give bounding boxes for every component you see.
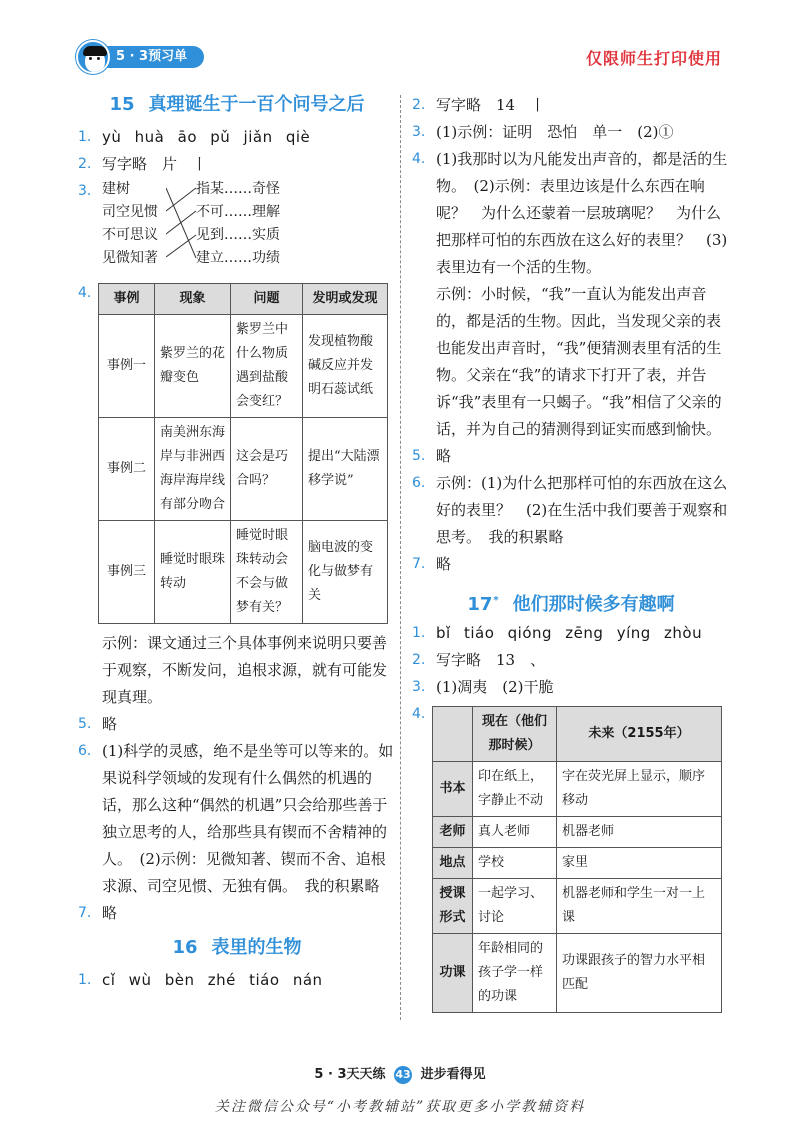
match-left-2: 不可思议 bbox=[102, 227, 158, 243]
s17-item-1: 1. bǐ tiáo qióng zēng yíng zhòu bbox=[412, 624, 703, 642]
footer-series: 5 · 3天天练 bbox=[314, 1067, 386, 1082]
table-row: 授课形式 一起学习、讨论 机器老师和学生一对一上课 bbox=[433, 879, 722, 934]
match-right-1: 不可……理解 bbox=[196, 204, 280, 220]
table-row: 老师 真人老师 机器老师 bbox=[433, 817, 722, 848]
match-left-3: 见微知著 bbox=[102, 250, 158, 266]
table-row: 事例一 紫罗兰的花瓣变色 紫罗兰中什么物质遇到盐酸会变红？ 发现植物酸碱反应并发明石蕊试纸 bbox=[99, 315, 388, 418]
match-right-3: 建立……功绩 bbox=[196, 250, 280, 266]
print-notice: 仅限师生打印使用 bbox=[585, 49, 722, 68]
table-row: 书本 印在纸上，字静止不动 字在荧光屏上显示，顺序移动 bbox=[433, 762, 722, 817]
s15-matching-exercise bbox=[78, 178, 396, 272]
page-number: 43 bbox=[394, 1066, 412, 1084]
s17-item-2: 2. 写字略 13 、 bbox=[412, 651, 546, 669]
s16-item-6: 6. 示例：(1)为什么把那样可怕的东西放在这么好的表里？ (2)在生活中我们要善于观察和思考。 我的积累略 bbox=[412, 474, 728, 546]
table-row: 功课 年龄相同的孩子学一样的功课 功课跟孩子的智力水平相匹配 bbox=[433, 934, 722, 1013]
footer-slogan: 进步看得见 bbox=[420, 1067, 486, 1082]
s16-item-7: 7. 略 bbox=[412, 555, 452, 573]
lesson-17-title: 17* 他们那时候多有趣啊 bbox=[467, 594, 675, 615]
s16-item-4-example: 示例：小时候，“我”一直认为能发出声音的，都是活的生物。因此，当发现父亲的表也能发出声音时，“我”便猜测表里有活的生物。父亲在“我”的请求下打开了表，并告诉“我”表里有一只蝎子。“我”相信了父亲的话，并为自己的猜测得到证实而感到愉快。 bbox=[436, 285, 722, 438]
s17-item-3: 3. (1)凋夷 (2)干脆 bbox=[412, 678, 554, 696]
s15-item-2: 2. 写字略 片 丨 bbox=[78, 155, 208, 173]
lesson-16-title: 16 表里的生物 bbox=[172, 937, 302, 958]
match-left-0: 建树 bbox=[102, 181, 130, 197]
s15-item-7: 7. 略 bbox=[78, 904, 118, 922]
s15-item-5: 5. 略 bbox=[78, 715, 118, 733]
s16-item-1: 1. cǐ wù bèn zhé tiáo nán bbox=[78, 971, 323, 989]
s16-item-5: 5. 略 bbox=[412, 447, 452, 465]
table-row: 事例二 南美洲东海岸与非洲西海岸海岸线有部分吻合 这会是巧合吗？ 提出“大陆漂移学说” bbox=[99, 418, 388, 521]
s16-item-3: 3. (1)示例：证明 恐怕 单一 (2)① bbox=[412, 123, 674, 141]
s16-item-4: 4. (1)我那时以为凡能发出声音的，都是活的生物。 (2)示例：表里边该是什么东西在响呢？ 为什么还蒙着一层玻璃呢？ 为什么把那样可怕的东西放在这么好的表里？ (3)表里边有一个活的生物。 bbox=[412, 150, 728, 276]
right-column bbox=[412, 92, 730, 1013]
table-row: 事例三 睡觉时眼珠转动 睡觉时眼珠转动会不会与做梦有关？ 脑电波的变化与做梦有关 bbox=[99, 521, 388, 624]
series-badge bbox=[76, 40, 204, 74]
wechat-note: 关注微信公众号“小考教辅站”获取更多小学教辅资料 bbox=[214, 1099, 586, 1115]
table-row: 地点 学校 家里 bbox=[433, 848, 722, 879]
page-footer bbox=[0, 1063, 800, 1084]
s15-examples-table: 事例 现象 问题 发明或发现 事例一 紫罗兰的花瓣变色 紫罗兰中什么物质遇到盐酸会变红？ 发现植物酸碱反应并发明石蕊试纸 事例二 南美洲东海岸与非洲西海岸海岸线有部分吻合 这会是巧合吗？ 提出“大陆漂移学说” 事例三 睡觉时眼珠转动 睡觉时眼珠转动会不会与做梦有关？ 脑电波的变化与做梦有关 bbox=[98, 283, 388, 624]
column-divider bbox=[400, 95, 401, 1020]
lesson-15-title: 15 真理诞生于一百个问号之后 bbox=[109, 94, 365, 115]
match-right-0: 指某……奇怪 bbox=[196, 181, 280, 197]
s17-item-4: 4. bbox=[412, 706, 426, 722]
s17-comparison-table: 现在（他们那时候） 未来（2155年） 书本 印在纸上，字静止不动 字在荧光屏上显示，顺序移动 老师 真人老师 机器老师 地点 学校 家里 授课形式 一起学习、讨论 机器老师和学生一对一上课 功课 年龄相同的孩子学一样的功课 功课跟孩子的智力水平相匹配 bbox=[432, 706, 722, 1013]
mascot-icon bbox=[76, 40, 110, 74]
match-right-2: 见到……实质 bbox=[196, 227, 280, 243]
matching-lines bbox=[166, 178, 198, 272]
s15-item-4-example: 示例：课文通过三个具体事例来说明只要善于观察，不断发问，追根求源，就有可能发现真理。 bbox=[102, 634, 388, 706]
s15-item-1: 1. yù huà āo pǔ jiǎn qiè bbox=[78, 128, 311, 146]
s16-item-2: 2. 写字略 14 丨 bbox=[412, 96, 546, 114]
s15-item-4: 4. bbox=[78, 285, 92, 301]
left-column: 15 真理诞生于一百个问号之后 1. yù huà āo pǔ jiǎn qiè 2. 写字略 片 丨 3. 建树 司空见惯 不可思议 见微知著 指某……奇怪 不可……理解 见到……实质 建立……功绩 4. 事例 现象 问题 发明或发现 事例一 紫罗兰的花瓣变色 紫罗兰中什么物质遇到盐酸会变红？ 发现植物酸碱反应并发明石蕊试纸 事例二 南美洲东海岸与非洲西海岸海岸线有部分吻合 这会是巧合吗？ 提出“大陆漂移学说” 事例三 睡觉时眼珠转动 睡觉时眼珠转动会不会与做梦有关？ 脑电波的变化与做梦有关 示例：课文通过三个具体事例来说明只要善于观察，不断发问，追根求源，就有可能发现真理。 5. 略 6. (1)科学的灵感，绝不是坐等可以等来的。如果说科学领域的发现有什么偶然的机遇的话，那么这种“偶然的机遇”只会给那些善于独立思考的人，给那些具有锲而不舍精神的人。 (2)示例：见微知著、锲而不舍、追根求源、司空见惯、无独有偶。 我的积累略 7. 略 16 表里的生物 1. cǐ wù bèn zhé tiáo nán bbox=[78, 92, 396, 994]
series-badge-label: 5 · 3预习单 bbox=[102, 46, 204, 68]
s15-item-6: 6. (1)科学的灵感，绝不是坐等可以等来的。如果说科学领域的发现有什么偶然的机遇的话，那么这种“偶然的机遇”只会给那些善于独立思考的人，给那些具有锲而不舍精神的人。 (2)示例：见微知著、锲而不舍、追根求源、司空见惯、无独有偶。 我的积累略 bbox=[78, 742, 394, 895]
match-left-1: 司空见惯 bbox=[102, 204, 158, 220]
